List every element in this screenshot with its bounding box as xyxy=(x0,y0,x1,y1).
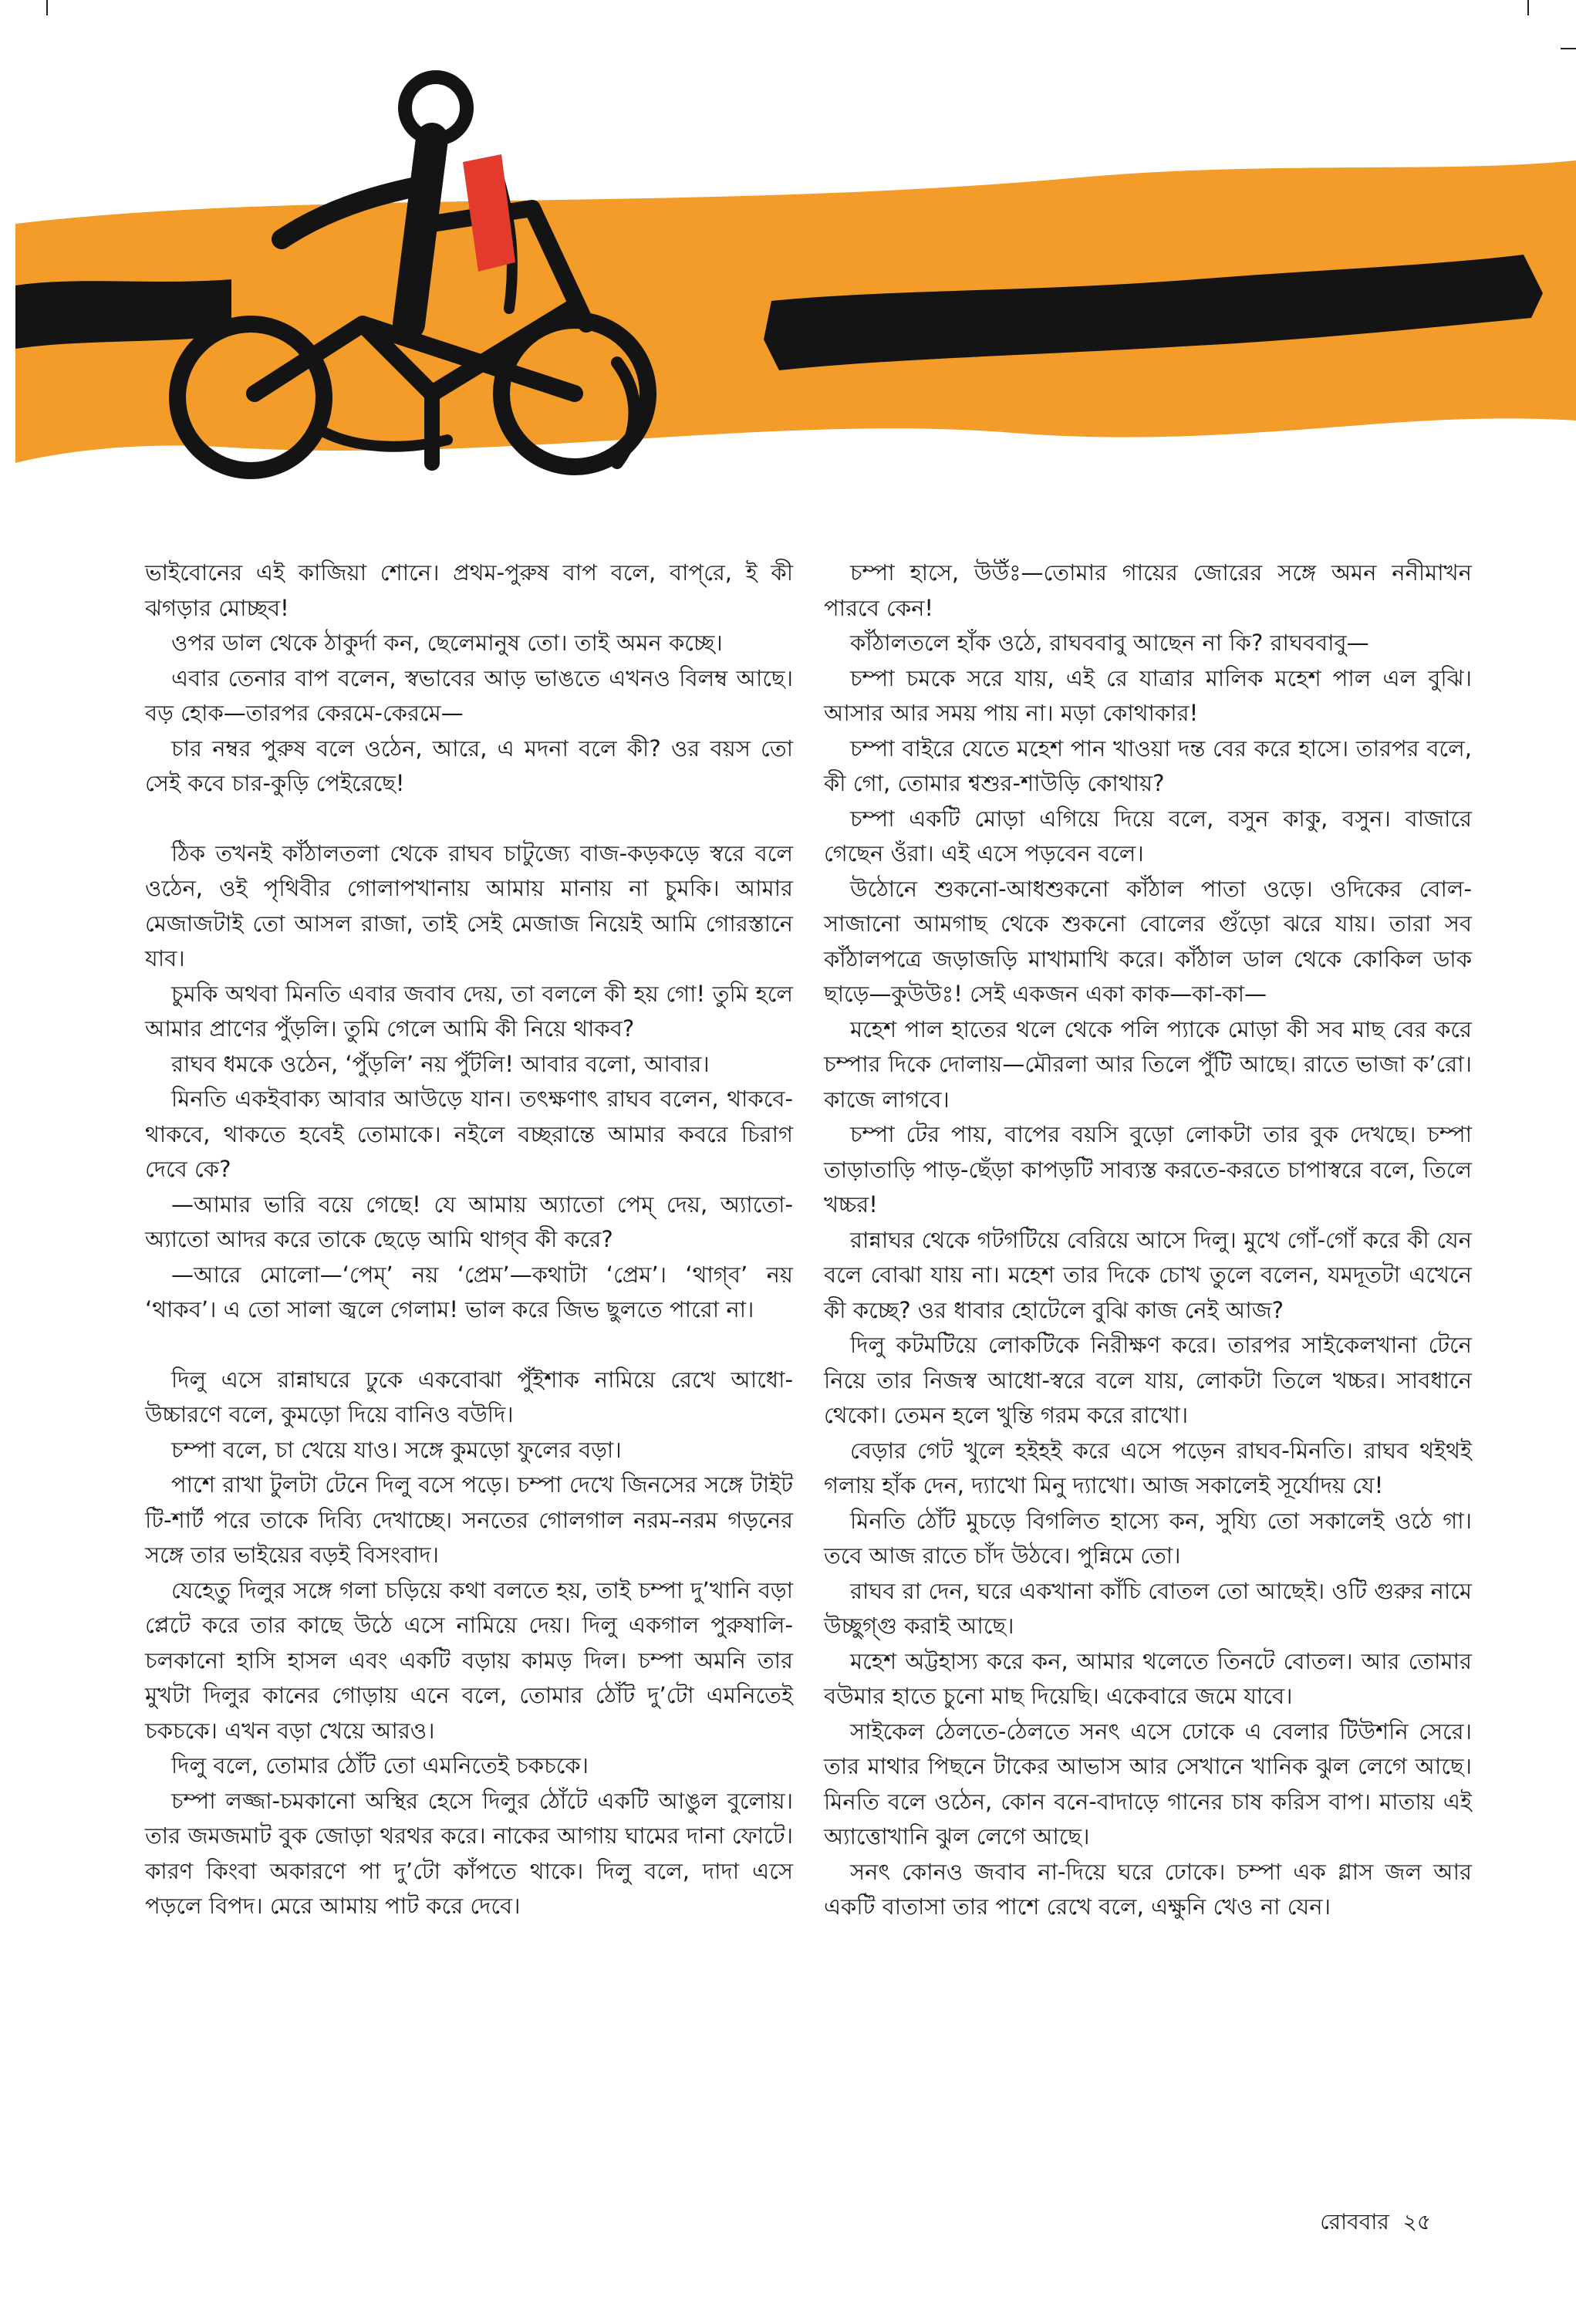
cyclist-brush-illustration xyxy=(0,31,1576,525)
paragraph: চম্পা বলে, চা খেয়ে যাও। সঙ্গে কুমড়ো ফুলের বড়া। xyxy=(171,1436,622,1463)
crop-mark-top-left xyxy=(46,0,48,15)
paragraph: দিলু এসে রান্নাঘরে ঢুকে একবোঝা পুঁইশাক নামিয়ে রেখে আধো-উচ্চারণে বলে, কুমড়ো দিয়ে বানিও বউদি। xyxy=(145,1366,793,1427)
paragraph: রান্নাঘর থেকে গটগটিয়ে বেরিয়ে আসে দিলু। মুখে গোঁ-গোঁ করে কী যেন বলে বোঝা যায় না। মহেশ তার দিকে চোখ তুলে বলেন, যমদূতটা এখেনে কী কচ্ছে? ওর ধাবার হোটেলে বুঝি কাজ নেই আজ? xyxy=(824,1226,1472,1323)
paragraph: চম্পা হাসে, উউঁঃ—তোমার গায়ের জোরের সঙ্গে অমন ননীমাখন পারবে কেন! xyxy=(824,559,1472,621)
paragraph: রাঘব ধমকে ওঠেন, ‘পুঁড়লি’ নয় পুঁটলি! আবার বলো, আবার। xyxy=(171,1050,710,1077)
paragraph: চম্পা চমকে সরে যায়, এই রে যাত্রার মালিক মহেশ পাল এল বুঝি। আসার আর সময় পায় না। মড়া কোথাকার! xyxy=(824,664,1472,726)
paragraph: চম্পা টের পায়, বাপের বয়সি বুড়ো লোকটা তার বুক দেখছে। চম্পা তাড়াতাড়ি পাড়-ছেঁড়া কাপড়টি সাব্যস্ত করতে-করতে চাপাস্বরে বলে, তিলে খচ্চর! xyxy=(824,1121,1472,1218)
paragraph: মিনতি একইবাক্য আবার আউড়ে যান। তৎক্ষণাৎ রাঘব বলেন, থাকবে-থাকবে, থাকতে হবেই তোমাকে। নইলে বচ্ছরান্তে আমার কবরে চিরাগ দেবে কে? xyxy=(145,1086,793,1182)
text-column-left xyxy=(145,556,793,1924)
paragraph: যেহেতু দিলুর সঙ্গে গলা চড়িয়ে কথা বলতে হয়, তাই চম্পা দু’খানি বড়া প্লেটে করে তার কাছে উঠে এসে নামিয়ে দেয়। দিলু একগাল পুরুষালি-চলকানো হাসি হাসল এবং একটি বড়ায় কামড় দিল। চম্পা অমনি তার মুখটা দিলুর কানের গোড়ায় এনে বলে, তোমার ঠোঁট দু’টো এমনিতেই চকচকে। এখন বড়া খেয়ে আরও। xyxy=(145,1576,793,1744)
paragraph: মহেশ পাল হাতের থলে থেকে পলি প্যাকে মোড়া কী সব মাছ বের করে চম্পার দিকে দোলায়—মৌরলা আর তিলে পুঁটি আছে। রাতে ভাজা ক’রো। কাজে লাগবে। xyxy=(824,1015,1472,1113)
paragraph: সনৎ কোনও জবাব না-দিয়ে ঘরে ঢোকে। চম্পা এক গ্লাস জল আর একটি বাতাসা তার পাশে রেখে বলে, এক্ষুনি খেও না যেন। xyxy=(824,1858,1472,1920)
paragraph: দিলু বলে, তোমার ঠোঁট তো এমনিতেই চকচকে। xyxy=(171,1752,589,1778)
paragraph: বেড়ার গেট খুলে হইহই করে এসে পড়েন রাঘব-মিনতি। রাঘব থইথই গলায় হাঁক দেন, দ্যাখো মিনু দ্যাখো। আজ সকালেই সূর্যোদয় যে! xyxy=(824,1437,1472,1498)
paragraph: ওপর ডাল থেকে ঠাকুর্দা কন, ছেলেমানুষ তো। তাই অমন কচ্ছে। xyxy=(171,630,723,656)
paragraph: পাশে রাখা টুলটা টেনে দিলু বসে পড়ে। চম্পা দেখে জিনসের সঙ্গে টাইট টি-শার্ট পরে তাকে দিব্যি দেখাচ্ছে। সনতের গোলগাল নরম-নরম গড়নের সঙ্গে তার ভাইয়ের বড়ই বিসংবাদ। xyxy=(145,1471,793,1568)
paragraph: দিলু কটমটিয়ে লোকটিকে নিরীক্ষণ করে। তারপর সাইকেলখানা টেনে নিয়ে তার নিজস্ব আধো-স্বরে বলে যায়, লোকটা তিলে খচ্চর। সাবধানে থেকো। তেমন হলে খুন্তি গরম করে রাখো। xyxy=(824,1332,1472,1428)
paragraph: চম্পা একটি মোড়া এগিয়ে দিয়ে বলে, বসুন কাকু, বসুন। বাজারে গেছেন ওঁরা। এই এসে পড়বেন বলে। xyxy=(824,805,1472,866)
paragraph: চম্পা লজ্জা-চমকানো অস্থির হেসে দিলুর ঠোঁটে একটি আঙুল বুলোয়। তার জমজমাট বুক জোড়া থরথর করে। নাকের আগায় ঘামের দানা ফোটে। কারণ কিংবা অকারণে পা দু’টো কাঁপতে থাকে। দিলু বলে, দাদা এসে পড়লে বিপদ। মেরে আমায় পাট করে দেবে। xyxy=(145,1787,793,1919)
paragraph: মহেশ অট্টহাস্য করে কন, আমার থলেতে তিনটে বোতল। আর তোমার বউমার হাতে চুনো মাছ দিয়েছি। একেবারে জমে যাবে। xyxy=(824,1647,1472,1709)
page-number: ২৫ xyxy=(1402,2209,1431,2234)
paragraph: মিনতি ঠোঁট মুচড়ে বিগলিত হাস্যে কন, সুয্যি তো সকালেই ওঠে গা। তবে আজ রাতে চাঁদ উঠবে। পুন্নিমে তো। xyxy=(824,1507,1472,1569)
page-footer xyxy=(1320,2205,1431,2241)
paragraph: উঠোনে শুকনো-আধশুকনো কাঁঠাল পাতা ওড়ে। ওদিকের বোল-সাজানো আমগাছ থেকে শুকনো বোলের গুঁড়ো ঝরে যায়। তারা সব কাঁঠালপত্রে জড়াজড়ি মাখামাখি করে। কাঁঠাল ডাল থেকে কোকিল ডাক ছাড়ে—কুউউঃ! সেই একজন একা কাক—কা-কা— xyxy=(824,875,1472,1007)
paragraph: সাইকেল ঠেলতে-ঠেলতে সনৎ এসে ঢোকে এ বেলার টিউশনি সেরে। তার মাথার পিছনে টাকের আভাস আর সেখানে খানিক ঝুল লেগে আছে। মিনতি বলে ওঠেন, কোন বনে-বাদাড়ে গানের চাষ করিস বাপ। মাতায় এই অ্যাত্তোখানি ঝুল লেগে আছে। xyxy=(824,1718,1472,1849)
paragraph: চম্পা বাইরে যেতে মহেশ পান খাওয়া দন্ত বের করে হাসে। তারপর বলে, কী গো, তোমার শ্বশুর-শাউড়ি কোথায়? xyxy=(824,735,1472,796)
crop-mark-top-right xyxy=(1527,0,1529,15)
paragraph: ঠিক তখনই কাঁঠালতলা থেকে রাঘব চাটুজ্যে বাজ-কড়কড়ে স্বরে বলে ওঠেন, ওই পৃথিবীর গোলাপখানায় আমায় মানায় না চুমকি। আমার মেজাজটাই তো আসল রাজা, তাই সেই মেজাজ নিয়েই আমি গোরস্তানে যাব। xyxy=(145,839,793,971)
magazine-name: রোববার xyxy=(1320,2209,1389,2234)
paragraph: —আরে মোলো—‘পেম্‌’ নয় ‘প্রেম’—কথাটা ‘প্রেম’। ‘থাগ্‌ব’ নয় ‘থাকব’। এ তো সালা জ্বলে গেলাম! ভাল করে জিভ ছুলতে পারো না। xyxy=(145,1261,793,1322)
paragraph: চার নম্বর পুরুষ বলে ওঠেন, আরে, এ মদনা বলে কী? ওর বয়স তো সেই কবে চার-কুড়ি পেইরেছে! xyxy=(145,735,793,796)
paragraph: চুমকি অথবা মিনতি এবার জবাব দেয়, তা বললে কী হয় গো! তুমি হলে আমার প্রাণের পুঁড়লি। তুমি গেলে আমি কী নিয়ে থাকব? xyxy=(145,980,793,1042)
paragraph: এবার তেনার বাপ বলেন, স্বভাবের আড় ভাঙতে এখনও বিলম্ব আছে। বড় হোক—তারপর কেরমে-কেরমে— xyxy=(145,664,793,726)
text-column-right xyxy=(824,556,1472,1925)
paragraph: রাঘব রা দেন, ঘরে একখানা কাঁচি বোতল তো আছেই। ওটি গুরুর নামে উচ্ছুগ্‌গু করাই আছে। xyxy=(824,1577,1472,1639)
paragraph: —আমার ভারি বয়ে গেছে! যে আমায় অ্যাতো পেম্‌ দেয়, অ্যাতো-অ্যাতো আদর করে তাকে ছেড়ে আমি থাগ্‌ব কী করে? xyxy=(145,1191,793,1252)
paragraph: কাঁঠালতলে হাঁক ওঠে, রাঘববাবু আছেন না কি? রাঘববাবু— xyxy=(850,630,1369,656)
paragraph: ভাইবোনের এই কাজিয়া শোনে। প্রথম-পুরুষ বাপ বলে, বাপ্‌রে, ই কী ঝগড়ার মোচ্ছব! xyxy=(145,559,793,621)
